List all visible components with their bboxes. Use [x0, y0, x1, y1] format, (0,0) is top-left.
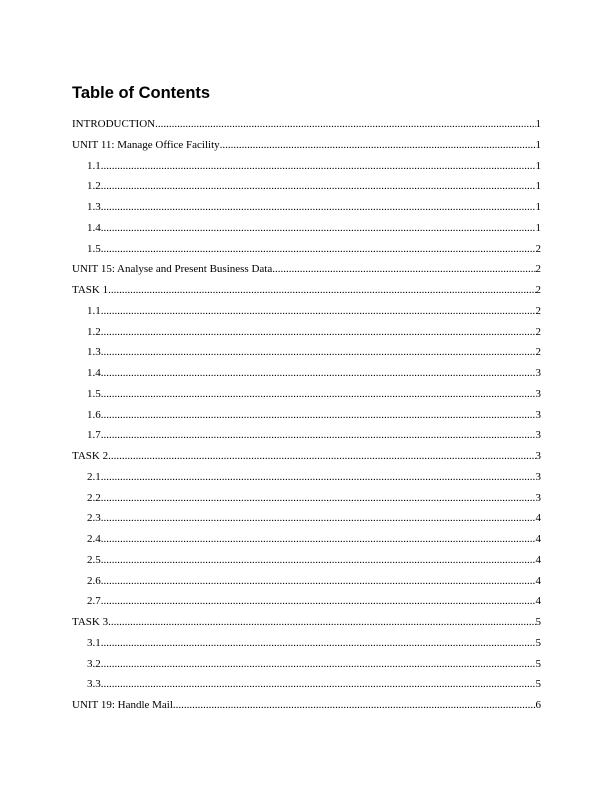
- toc-dot-leader: [101, 345, 536, 359]
- toc-entry[interactable]: [72, 179, 541, 200]
- toc-page-number: 1: [535, 138, 541, 151]
- toc-page-number: 5: [535, 636, 541, 649]
- toc-dot-leader: [101, 636, 536, 650]
- toc-page-number: 2: [535, 284, 541, 296]
- toc-page-number: 3: [535, 491, 541, 504]
- toc-entry-label: 2.7: [87, 595, 101, 608]
- toc-entry[interactable]: [72, 532, 541, 553]
- toc-entry[interactable]: [72, 408, 541, 429]
- toc-entry[interactable]: [72, 491, 541, 512]
- toc-entry[interactable]: [72, 242, 541, 263]
- toc-entry-label: 1.2: [87, 180, 101, 193]
- toc-page-number: 5: [535, 616, 541, 628]
- toc-entry-label: TASK 3: [72, 616, 109, 628]
- toc-entry-label: 2.2: [87, 491, 101, 504]
- toc-entry[interactable]: [72, 325, 541, 346]
- toc-page-number: 2: [535, 242, 541, 255]
- toc-entry-label: 1.4: [87, 367, 101, 379]
- toc-page-number: 3: [535, 387, 541, 400]
- toc-dot-leader: [101, 242, 536, 256]
- toc-page-number: 2: [535, 346, 541, 359]
- toc-entry[interactable]: [72, 138, 541, 159]
- toc-entry-label: 1.5: [87, 242, 101, 255]
- toc-dot-leader: [108, 283, 535, 297]
- toc-page-number: 1: [535, 118, 541, 130]
- toc-page-number: 1: [535, 201, 541, 213]
- toc-dot-leader: [272, 262, 535, 276]
- toc-dot-leader: [101, 553, 536, 567]
- toc-entry[interactable]: [72, 657, 541, 678]
- toc-page-number: 1: [535, 221, 541, 234]
- toc-dot-leader: [173, 698, 536, 712]
- toc-entry[interactable]: [72, 304, 541, 325]
- toc-page-number: 3: [535, 367, 541, 379]
- toc-page-number: 4: [535, 595, 541, 608]
- toc-entry-label: UNIT 11: Manage Office Facility: [72, 138, 220, 151]
- toc-entry-label: TASK 1: [72, 284, 109, 296]
- toc-entry-label: 1.3: [87, 346, 101, 359]
- toc-entry-label: 1.2: [87, 325, 101, 338]
- table-of-contents: [72, 117, 541, 719]
- toc-entry-label: 3.2: [87, 657, 101, 670]
- toc-dot-leader: [101, 657, 536, 671]
- toc-page-number: 4: [535, 533, 541, 545]
- toc-dot-leader: [101, 574, 536, 588]
- toc-dot-leader: [101, 200, 536, 214]
- toc-entry-label: 1.3: [87, 201, 101, 213]
- toc-entry[interactable]: [72, 553, 541, 574]
- toc-entry[interactable]: [72, 262, 541, 283]
- toc-entry-label: 2.1: [87, 470, 101, 483]
- toc-entry-label: 1.1: [87, 304, 101, 317]
- toc-entry[interactable]: [72, 117, 541, 138]
- toc-page-number: 4: [535, 553, 541, 566]
- toc-entry[interactable]: [72, 428, 541, 449]
- toc-page-number: 4: [535, 574, 541, 587]
- toc-page-number: 3: [535, 470, 541, 483]
- toc-page-number: 1: [535, 159, 541, 172]
- toc-entry[interactable]: [72, 449, 541, 470]
- toc-dot-leader: [101, 366, 536, 380]
- toc-page-number: 1: [535, 180, 541, 193]
- toc-dot-leader: [220, 138, 536, 152]
- toc-dot-leader: [101, 677, 536, 691]
- toc-entry-label: 2.3: [87, 512, 101, 525]
- toc-dot-leader: [101, 221, 536, 235]
- toc-entry-label: 2.6: [87, 574, 101, 587]
- toc-page-number: 2: [535, 304, 541, 317]
- toc-entry-label: 1.6: [87, 408, 101, 421]
- toc-page-number: 5: [535, 678, 541, 691]
- toc-entry[interactable]: [72, 159, 541, 180]
- toc-entry[interactable]: [72, 615, 541, 636]
- toc-dot-leader: [101, 387, 536, 401]
- toc-page-number: 4: [535, 512, 541, 525]
- toc-entry[interactable]: [72, 677, 541, 698]
- toc-entry[interactable]: [72, 574, 541, 595]
- toc-dot-leader: [108, 615, 535, 629]
- toc-entry[interactable]: [72, 345, 541, 366]
- toc-page-number: 2: [535, 325, 541, 338]
- toc-entry[interactable]: [72, 470, 541, 491]
- toc-entry-label: 3.3: [87, 678, 101, 691]
- toc-entry-label: 1.1: [87, 159, 101, 172]
- toc-dot-leader: [101, 470, 536, 484]
- toc-entry-label: TASK 2: [72, 450, 109, 462]
- toc-dot-leader: [155, 117, 535, 131]
- toc-entry-label: INTRODUCTION: [72, 118, 156, 130]
- toc-dot-leader: [101, 511, 536, 525]
- toc-page-number: 3: [535, 429, 541, 442]
- toc-page-number: 2: [535, 263, 541, 276]
- toc-entry-label: 1.5: [87, 387, 101, 400]
- toc-entry[interactable]: [72, 200, 541, 221]
- toc-entry[interactable]: [72, 221, 541, 242]
- toc-entry[interactable]: [72, 283, 541, 304]
- toc-dot-leader: [101, 594, 536, 608]
- toc-entry[interactable]: [72, 698, 541, 719]
- toc-entry-label: 1.7: [87, 429, 101, 442]
- toc-page-number: 6: [535, 699, 541, 711]
- toc-dot-leader: [101, 325, 536, 339]
- toc-dot-leader: [101, 428, 536, 442]
- toc-entry[interactable]: [72, 511, 541, 532]
- toc-entry-label: 2.5: [87, 553, 101, 566]
- toc-page-number: 3: [535, 408, 541, 421]
- toc-page-number: 5: [535, 657, 541, 670]
- toc-dot-leader: [108, 449, 535, 463]
- toc-entry-label: UNIT 15: Analyse and Present Business Data: [72, 263, 273, 276]
- toc-entry-label: UNIT 19: Handle Mail: [72, 699, 173, 711]
- toc-page-number: 3: [535, 450, 541, 462]
- toc-entry[interactable]: [72, 594, 541, 615]
- toc-dot-leader: [101, 491, 536, 505]
- toc-entry[interactable]: [72, 366, 541, 387]
- toc-entry-label: 2.4: [87, 533, 101, 545]
- page-title: Table of Contents: [72, 84, 211, 102]
- toc-entry[interactable]: [72, 636, 541, 657]
- toc-dot-leader: [101, 179, 536, 193]
- toc-entry-label: 1.4: [87, 221, 101, 234]
- toc-dot-leader: [101, 159, 536, 173]
- toc-dot-leader: [101, 532, 536, 546]
- toc-dot-leader: [101, 304, 536, 318]
- toc-entry[interactable]: [72, 387, 541, 408]
- toc-entry-label: 3.1: [87, 636, 101, 649]
- toc-dot-leader: [101, 408, 536, 422]
